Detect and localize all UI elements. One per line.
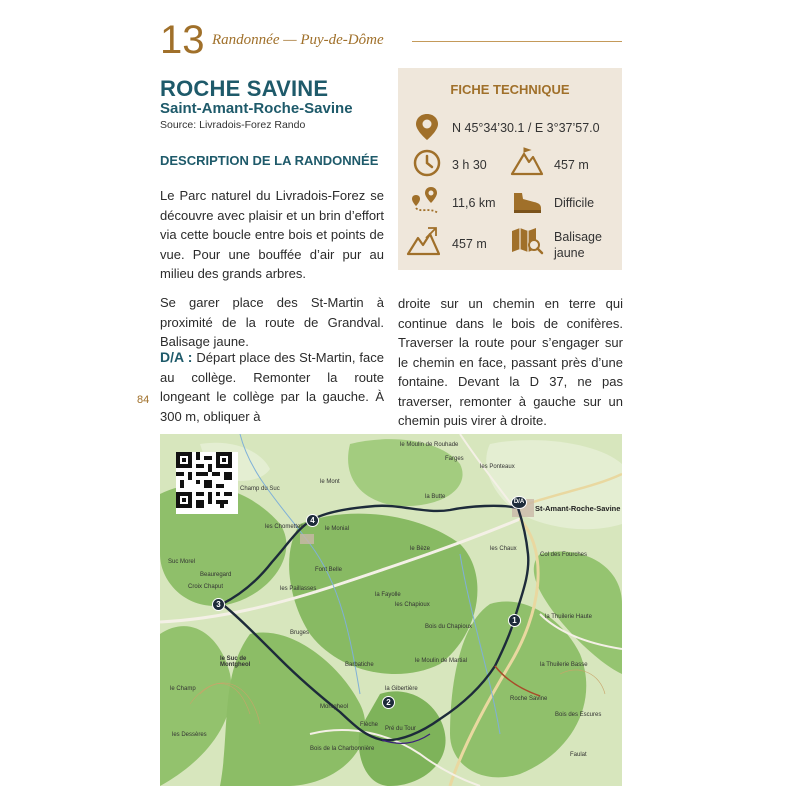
- map-label: Barbatiche: [345, 662, 374, 668]
- fiche-technique-panel: [398, 68, 622, 270]
- map-label: les Chomettes: [265, 524, 304, 530]
- waypoint-3[interactable]: 3: [212, 598, 225, 611]
- map-label: Croix Chaput: [188, 584, 224, 590]
- map-label: le Moulin de Rouhade: [400, 442, 459, 448]
- map-label: Bruges: [290, 630, 310, 636]
- map-label: le Bèze: [410, 546, 431, 552]
- duration-value: 3 h 30: [452, 158, 487, 172]
- map-label: Col des Fourches: [540, 552, 588, 558]
- waypoint-1[interactable]: 1: [508, 614, 521, 627]
- map-label: les Paillasses: [280, 586, 317, 592]
- marking-value: Balisage jaune: [554, 230, 602, 260]
- route-distance-icon: [410, 185, 444, 215]
- description-paragraph-1: Le Parc naturel du Livradois-Forez se découvre avec plaisir et un brin d’effort via cette boucle entre bois et points de vue. Pour une bouffée d’air pur au milieu des grands arbres.: [160, 188, 384, 281]
- mountain-summit-icon: [510, 146, 544, 176]
- hiking-boot-icon: [510, 185, 544, 215]
- map-label: Montgheol: [320, 704, 349, 710]
- map-label: la Butte: [425, 494, 446, 500]
- hiking-map: [160, 434, 622, 786]
- start-end-label: D/A :: [160, 349, 193, 365]
- map-label: les Chaux: [490, 546, 517, 552]
- map-label: la Gibertière: [385, 686, 418, 692]
- map-label: le Moulin de Martial: [415, 658, 468, 664]
- clock-icon: [410, 148, 444, 178]
- map-label: les Ponteaux: [480, 464, 515, 470]
- map-label: Bois du Chapioux: [425, 624, 473, 630]
- waypoint-2[interactable]: 2: [382, 696, 395, 709]
- elevation-gain-value: 457 m: [452, 237, 487, 251]
- map-label: Beauregard: [200, 572, 232, 578]
- description-paragraph-3: [160, 348, 384, 426]
- header-divider: [412, 41, 622, 42]
- map-label: les Dessères: [172, 732, 207, 738]
- description-paragraph-2: Se garer place des St-Martin à proximité de la route de Grandval. Balisage jaune.: [160, 295, 384, 349]
- map-label: Bois des Escures: [555, 712, 602, 718]
- map-marking-icon: [510, 225, 544, 255]
- coordinates-value: N 45°34’30.1 / E 3°37’57.0: [452, 121, 600, 135]
- map-label: le Mont: [320, 479, 340, 485]
- map-label: Farges: [445, 456, 464, 462]
- map-label: Roche Savine: [510, 696, 548, 702]
- waypoint-start-end[interactable]: D/A: [511, 496, 527, 509]
- map-label: Pré du Tour: [385, 726, 416, 732]
- description-heading: DESCRIPTION DE LA RANDONNÉE: [160, 153, 379, 168]
- fiche-heading: FICHE TECHNIQUE: [450, 82, 570, 97]
- map-label: Champ du Suc: [240, 486, 280, 492]
- qr-code-pattern: [176, 452, 232, 508]
- elevation-max-value: 457 m: [554, 158, 589, 172]
- map-town-label: St-Amant-Roche-Savine: [535, 504, 621, 513]
- hike-subtitle: Saint-Amant-Roche-Savine: [160, 100, 353, 117]
- hike-source: Source: Livradois-Forez Rando: [160, 119, 306, 131]
- waypoint-4[interactable]: 4: [306, 514, 319, 527]
- elevation-gain-icon: [406, 226, 440, 256]
- distance-value: 11,6 km: [452, 196, 496, 210]
- map-label: le Champ: [170, 686, 196, 692]
- map-label: les Chapioux: [395, 602, 430, 608]
- map-label: Flèche: [360, 722, 379, 728]
- difficulty-value: Difficile: [554, 196, 595, 210]
- map-label: le Monial: [325, 526, 350, 532]
- hike-title: ROCHE SAVINE: [160, 76, 329, 101]
- description-paragraph-4: droite sur un chemin en terre qui continue dans le bois de conifères. Traverser la route pour s’engager sur le chemin en face, passant près d’une fontaine. Devant la D 37, ne pas traverser, remonter à gauche sur un chemin puis virer à droite.: [398, 296, 623, 428]
- map-label: Bois de la Charbonnière: [310, 746, 375, 752]
- map-label: la Fayolle: [375, 592, 401, 598]
- route-number: 13: [160, 18, 205, 62]
- description-paragraph-3-text: Départ place des St-Martin, face au collège. Remonter la route longeant le collège par la gauche. À 300 m, obliquer à: [160, 350, 384, 424]
- map-label: Font Belle: [315, 567, 343, 573]
- route-category: Randonnée — Puy-de-Dôme: [212, 32, 384, 48]
- map-label: le Suc de Montgheol: [220, 656, 251, 668]
- map-label: la Thuilerie Haute: [545, 614, 592, 620]
- map-label: la Thuilerie Basse: [540, 662, 588, 668]
- qr-code[interactable]: [176, 452, 238, 514]
- map-label: Suc Morel: [168, 559, 196, 565]
- location-pin-icon: [410, 112, 444, 142]
- map-label: Faulat: [570, 752, 587, 758]
- page-number: 84: [137, 394, 150, 406]
